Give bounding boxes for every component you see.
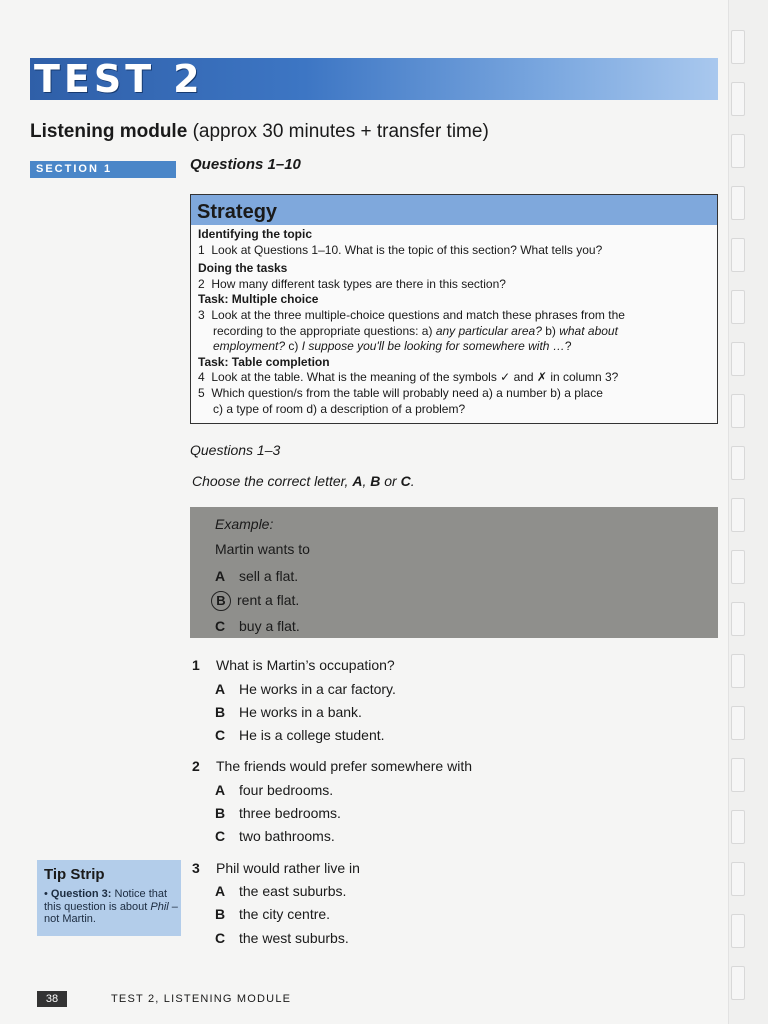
strategy-item (198, 370, 709, 386)
option-letter: B (215, 805, 226, 821)
page-number: 38 (37, 991, 67, 1007)
option-text: the east suburbs. (239, 883, 347, 899)
option-text: two bathrooms. (239, 828, 335, 844)
strategy-subhead: Identifying the topic (198, 227, 312, 241)
option-letter: B (215, 704, 226, 720)
option-text: rent a flat. (237, 592, 300, 608)
strategy-subhead: Task: Table completion (198, 354, 330, 369)
item-text: How many different task types are there in this section? (211, 276, 506, 291)
question-text: What is Martin’s occupation? (216, 657, 395, 673)
option-letter: C (215, 930, 226, 946)
option-text: He works in a car factory. (239, 681, 396, 697)
instruction-text: Choose the correct letter, (192, 473, 353, 489)
edge-tab (731, 758, 745, 792)
edge-tab (731, 914, 745, 948)
running-footer: TEST 2, LISTENING MODULE (111, 993, 292, 1005)
strategy-item-cont: c) a type of room d) a description of a problem? (213, 401, 466, 416)
edge-tab (731, 550, 745, 584)
test-number: 2 (173, 57, 204, 101)
module-name: Listening module (30, 121, 188, 142)
item-text: recording to the appropriate questions: a) (213, 323, 436, 338)
item-phrase: any particular area? (435, 323, 542, 338)
edge-tab (731, 706, 745, 740)
bullet-icon: • (44, 888, 48, 900)
option-text: three bedrooms. (239, 805, 341, 821)
option-letter: A (215, 782, 226, 798)
strategy-item (198, 308, 709, 324)
answer-option[interactable] (215, 704, 362, 720)
example-option (215, 568, 298, 584)
strategy-heading: Strategy (191, 195, 717, 225)
item-text: Look at Questions 1–10. What is the topic of this section? What tells you? (211, 242, 603, 257)
item-text: c) (285, 339, 302, 354)
example-stem: Martin wants to (215, 541, 310, 557)
example-label: Example: (215, 516, 274, 532)
edge-tab (731, 30, 745, 64)
answer-option[interactable] (215, 805, 341, 821)
tip-text: Notice that this question is about (44, 888, 168, 913)
tip-question: Question 3: (50, 888, 112, 900)
strategy-body (191, 225, 717, 417)
option-text: He is a college student. (239, 727, 385, 743)
edge-tab (731, 862, 745, 896)
edge-tab (731, 446, 745, 480)
item-text: ? (564, 339, 572, 354)
strategy-item-cont (198, 339, 709, 355)
option-letter: C (215, 828, 226, 844)
item-phrase: I suppose you'll be looking for somewhere with … (301, 339, 565, 354)
item-text: b) (541, 323, 560, 338)
instruction-text: , (362, 473, 371, 489)
edge-tab (731, 238, 745, 272)
option-text: the city centre. (239, 906, 331, 922)
question-number: 1 (192, 657, 200, 673)
question-text: The friends would prefer somewhere with (216, 758, 473, 774)
tip-text: – not Martin. (44, 900, 178, 925)
question-number: 3 (192, 860, 200, 876)
item-text: Look at the table. What is the meaning of the symbols ✓ and ✗ in column 3? (211, 370, 619, 385)
item-number: 1 (198, 242, 205, 257)
option-text: the west suburbs. (239, 930, 349, 946)
instruction-text: or (380, 473, 401, 489)
option-letter: B (215, 906, 226, 922)
instruction-letter: B (370, 473, 381, 489)
strategy-item-cont (198, 324, 709, 340)
strategy-item (198, 386, 709, 402)
option-letter: C (215, 727, 226, 743)
instruction-letter: C (400, 473, 411, 489)
section-badge: SECTION 1 (30, 161, 176, 178)
edge-tab (731, 394, 745, 428)
item-number: 4 (198, 370, 205, 385)
option-letter: A (215, 568, 226, 584)
test-title (34, 56, 204, 102)
module-duration: (approx 30 minutes + transfer time) (192, 121, 489, 142)
answer-option[interactable] (215, 883, 346, 899)
strategy-item (198, 277, 709, 293)
edge-tab (731, 82, 745, 116)
option-text: buy a flat. (239, 618, 300, 634)
tip-strip-title: Tip Strip (44, 866, 105, 883)
strategy-subhead: Doing the tasks (198, 261, 288, 276)
question-text: Phil would rather live in (216, 860, 360, 876)
answer-option[interactable] (215, 930, 349, 946)
item-text: Look at the three multiple-choice questions and match these phrases from the (211, 307, 625, 322)
item-number: 2 (198, 276, 205, 291)
instruction (192, 473, 415, 489)
circled-answer: B (211, 591, 231, 611)
test-word: TEST (34, 57, 156, 101)
module-heading (30, 120, 489, 144)
option-letter: A (215, 883, 226, 899)
edge-tab (731, 290, 745, 324)
option-text: sell a flat. (239, 568, 299, 584)
item-text: Which question/s from the table will probably need a) a number b) a place (211, 385, 603, 400)
instruction-letter: A (352, 473, 363, 489)
item-number: 5 (198, 385, 205, 400)
answer-option[interactable] (215, 782, 333, 798)
answer-option[interactable] (215, 681, 396, 697)
option-text: He works in a bank. (239, 704, 362, 720)
edge-tab (731, 810, 745, 844)
item-phrase: what about (559, 323, 618, 338)
edge-tab (731, 498, 745, 532)
item-number: 3 (198, 307, 205, 322)
example-option-selected (215, 591, 299, 611)
edge-tab (731, 134, 745, 168)
edge-tab (731, 342, 745, 376)
option-letter: A (215, 681, 226, 697)
question-number: 2 (192, 758, 200, 774)
edge-tab (731, 186, 745, 220)
strategy-subhead: Task: Multiple choice (198, 292, 319, 307)
strategy-item (198, 243, 709, 259)
questions-subheading: Questions 1–3 (190, 442, 281, 458)
option-letter: C (215, 618, 226, 634)
tip-strip-body (44, 888, 180, 926)
questions-range: Questions 1–10 (190, 156, 301, 173)
example-option (215, 618, 300, 634)
strategy-box (190, 194, 718, 424)
answer-option[interactable] (215, 727, 385, 743)
answer-option[interactable] (215, 828, 335, 844)
edge-tab (731, 602, 745, 636)
tip-name: Phil (150, 900, 169, 913)
edge-tab (731, 966, 745, 1000)
answer-option[interactable] (215, 906, 330, 922)
edge-tab (731, 654, 745, 688)
option-text: four bedrooms. (239, 782, 334, 798)
item-phrase: employment? (213, 339, 286, 354)
instruction-text: . (410, 473, 415, 489)
